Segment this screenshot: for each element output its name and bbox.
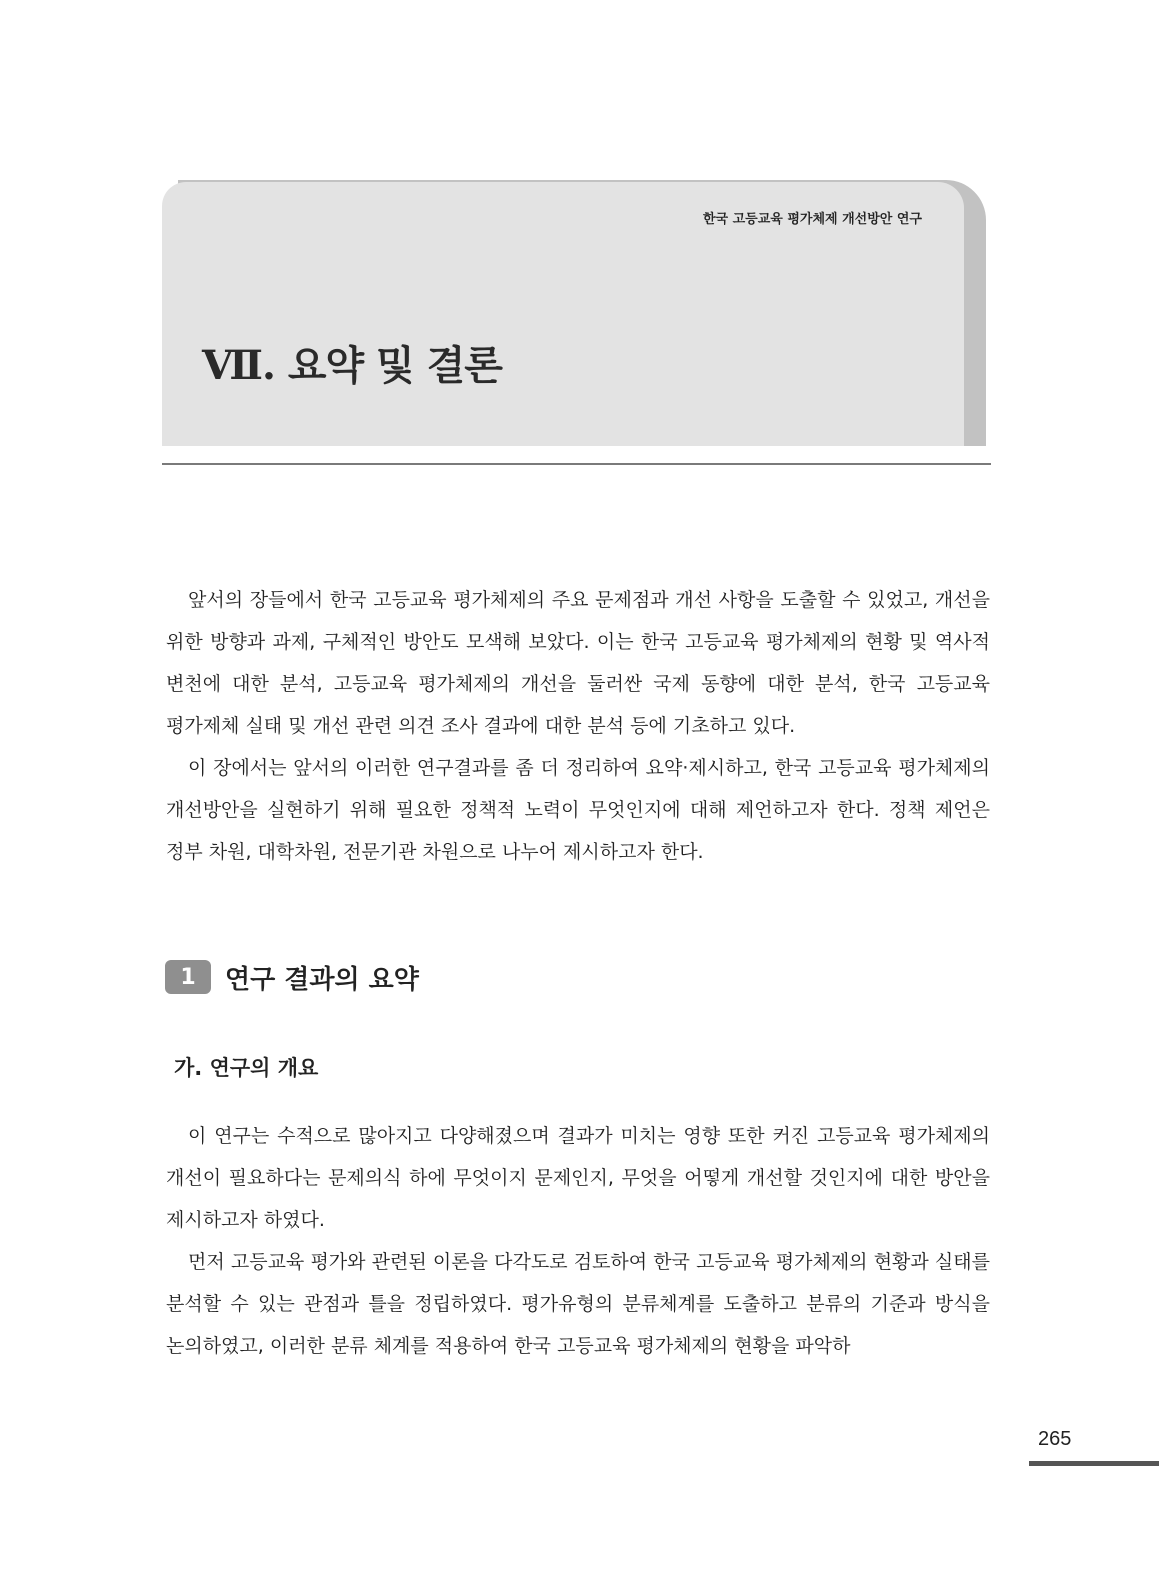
chapter-title: Ⅶ. 요약 및 결론 bbox=[202, 342, 502, 389]
subsection-title: 가. 연구의 개요 bbox=[174, 1056, 319, 1080]
overview-paragraph-2: 먼저 고등교육 평가와 관련된 이론을 다각도로 검토하여 한국 고등교육 평가체제의 현황과 실태를 분석할 수 있는 관점과 틀을 정립하였다. 평가유형의 분류체계를 도출하고 분류의 기준과 방식을 논의하였고, 이러한 분류 체계를 적용하여 한국 고등교육 평가체제의 현황을 파악하 bbox=[166, 1251, 990, 1357]
section-heading bbox=[165, 959, 419, 995]
section-number-badge: 1 bbox=[165, 960, 211, 994]
intro-paragraph-1: 앞서의 장들에서 한국 고등교육 평가체제의 주요 문제점과 개선 사항을 도출할 수 있었고, 개선을 위한 방향과 과제, 구체적인 방안도 모색해 보았다. 이는 한국 고등교육 평가체제의 현황 및 역사적 변천에 대한 분석, 고등교육 평가체제의 개선을 둘러싼 국제 동향에 대한 분석, 한국 고등교육 평가제체 실태 및 개선 관련 의견 조사 결과에 대한 분석 등에 기초하고 있다. bbox=[166, 589, 990, 737]
section-title: 연구 결과의 요약 bbox=[225, 964, 419, 995]
chapter-header bbox=[162, 182, 964, 446]
header-divider bbox=[162, 463, 991, 465]
running-title: 한국 고등교육 평가체제 개선방안 연구 bbox=[702, 212, 922, 227]
intro-paragraph-2: 이 장에서는 앞서의 이러한 연구결과를 좀 더 정리하여 요약·제시하고, 한국 고등교육 평가체제의 개선방안을 실현하기 위해 필요한 정책적 노력이 무엇인지에 대해 제언하고자 한다. 정책 제언은 정부 차원, 대학차원, 전문기관 차원으로 나누어 제시하고자 한다. bbox=[166, 757, 990, 863]
overview-paragraph-1: 이 연구는 수적으로 많아지고 다양해졌으며 결과가 미치는 영향 또한 커진 고등교육 평가체제의 개선이 필요하다는 문제의식 하에 무엇이지 문제인지, 무엇을 어떻게 개선할 것인지에 대한 방안을 제시하고자 하였다. bbox=[166, 1125, 990, 1231]
page-number: 265 bbox=[1038, 1428, 1072, 1450]
page-number-rule bbox=[1029, 1461, 1159, 1466]
